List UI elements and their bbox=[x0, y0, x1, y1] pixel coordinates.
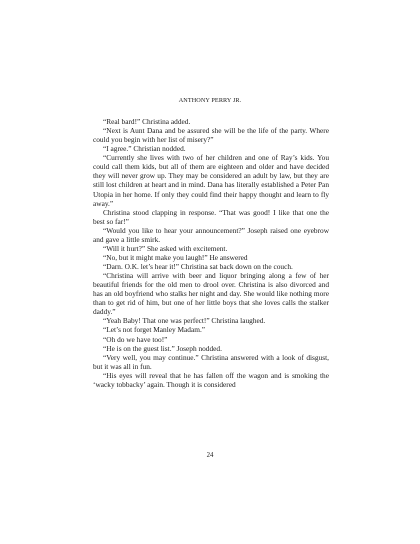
paragraph: “Christina will arrive with beer and liquor bringing along a few of her beautiful friends for the old men to drool over. Christina is also divorced and has an old boyfriend who stalks her night and day. She would like nothing more than to get rid of him, but one of her little boys that she loves calls the stalker daddy.” bbox=[93, 271, 329, 317]
body-text bbox=[93, 117, 329, 389]
paragraph: “Yeah Baby! That one was perfect!” Christina laughed. bbox=[103, 316, 266, 326]
paragraph: “Next is Aunt Dana and be assured she will be the life of the party. Where could you begin with her list of misery?” bbox=[93, 126, 329, 145]
running-header: ANTHONY PERRY JR. bbox=[178, 97, 242, 104]
paragraph: “Oh do we have too!” bbox=[103, 334, 168, 344]
paragraph: “I agree.” Christian nodded. bbox=[103, 144, 186, 154]
paragraph: “Will it hurt?” She asked with excitement. bbox=[103, 243, 228, 253]
paragraph: Christina stood clapping in response. “That was good! I like that one the best so far!” bbox=[93, 207, 329, 226]
paragraph: “His eyes will reveal that he has fallen off the wagon and is smoking the ‘wacky tobbacky’ again. Though it is considered bbox=[93, 370, 329, 389]
paragraph: “Very well, you may continue.” Christina answered with a look of disgust, but it was all in fun. bbox=[93, 352, 329, 371]
paragraph: “Currently she lives with two of her children and one of Ray’s kids. You could call them kids, but all of them are eighteen and older and have decided they will never grow up. They may be considered an adult by law, but they are still lost children at heart and in mind. Dana has literally established a Peter Pan Utopia in her home. If only they could find their happy thought and learn to fly away.” bbox=[93, 153, 329, 208]
page-number: 24 bbox=[206, 452, 214, 459]
paragraph: “Darn. O.K. let’s hear it!” Christina sat back down on the couch. bbox=[103, 262, 293, 271]
paragraph: “No, but it might make you laugh!” He answered bbox=[103, 252, 248, 262]
paragraph: “Let’s not forget Manley Madam.” bbox=[103, 325, 206, 335]
paragraph: “He is on the guest list.” Joseph nodded. bbox=[103, 343, 222, 353]
paragraph: “Would you like to hear your announcement?” Joseph raised one eyebrow and gave a little smirk. bbox=[93, 225, 329, 244]
paragraph: “Real bard!” Christina added. bbox=[103, 117, 191, 126]
